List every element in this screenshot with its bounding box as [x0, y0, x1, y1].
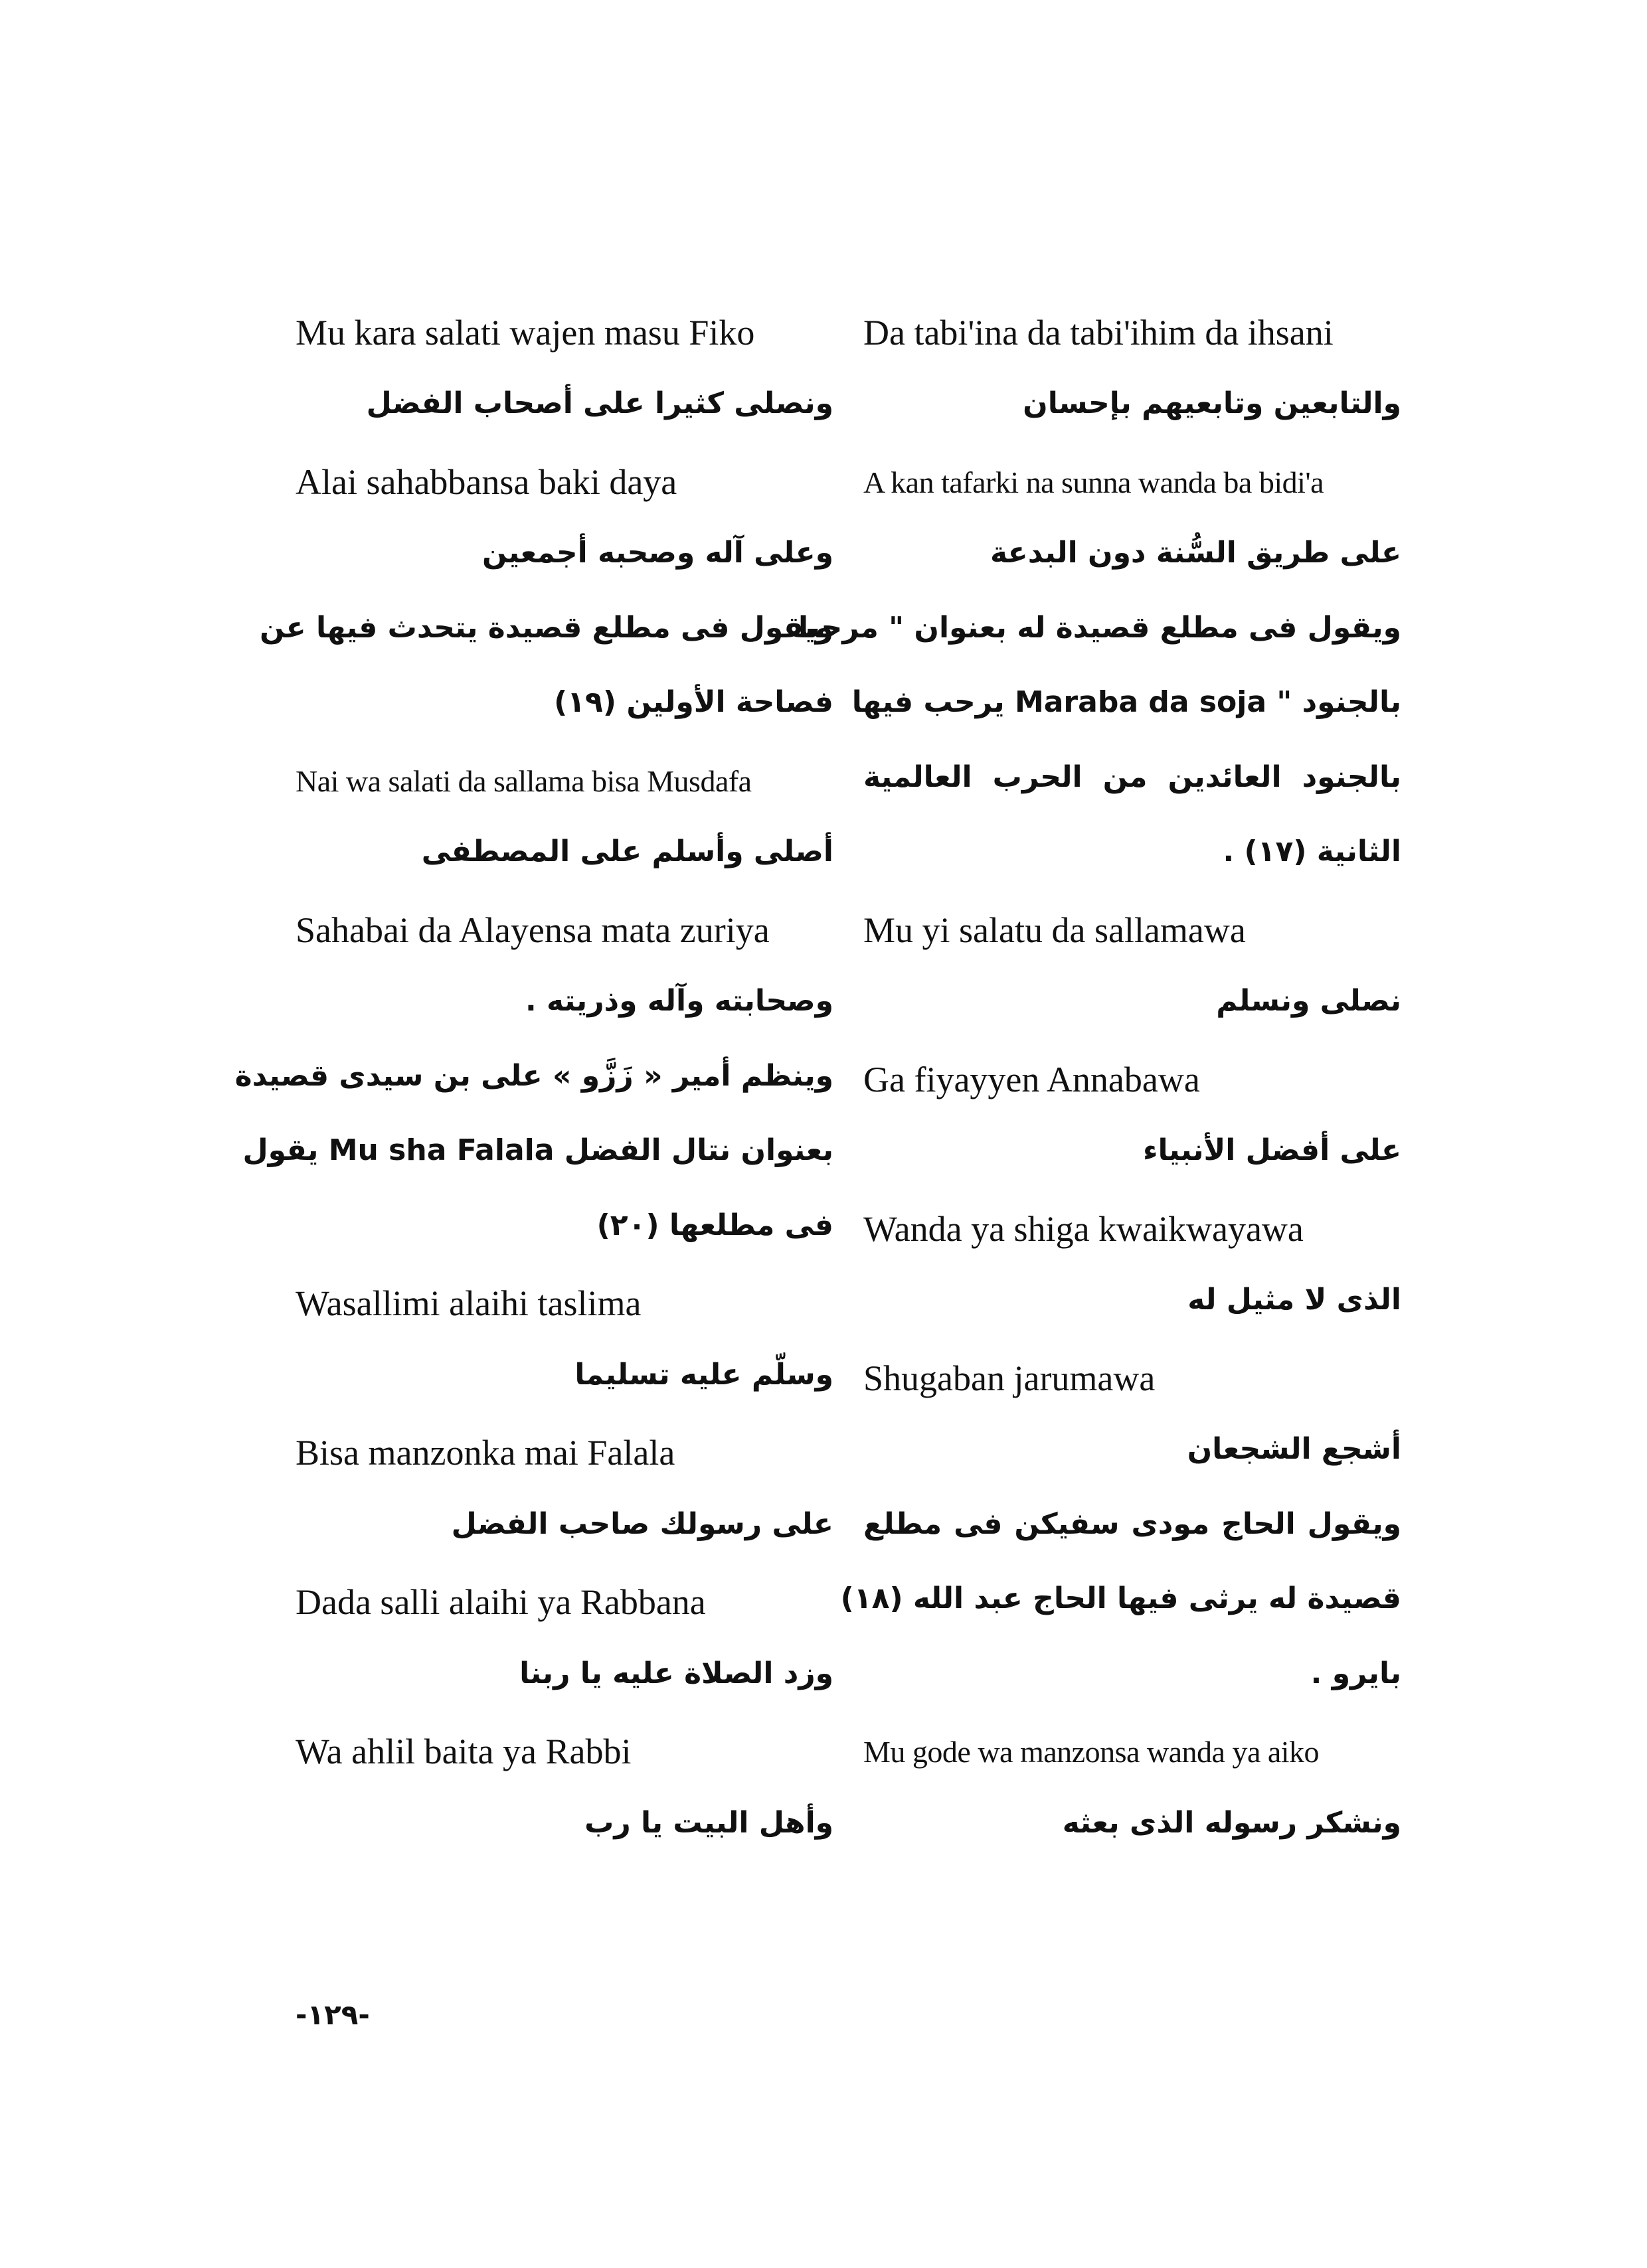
arabic-prose-line: ويقول فى مطلع قصيدة يتحدث فيها عن: [260, 611, 833, 645]
latin-verse-line: Ga fiyayyen Annabawa: [863, 1060, 1200, 1099]
arabic-prose-line: بالجنود " Maraba da soja يرحب فيها: [851, 685, 1401, 719]
arabic-prose-line: وينظم أمير « زَزَّو » على بن سيدى قصيدة: [234, 1059, 833, 1093]
arabic-prose-line: فى مطلعها (٢٠): [596, 1208, 833, 1242]
arabic-verse-line: الذى لا مثيل له: [1187, 1283, 1401, 1317]
page-number: -١٢٩-: [296, 1998, 370, 2031]
arabic-prose-line: ويقول فى مطلع قصيدة له بعنوان " مرحبا: [798, 611, 1401, 645]
latin-verse-line: Alai sahabbansa baki daya: [296, 462, 677, 502]
arabic-verse-line: والتابعين وتابعيهم بإحسان: [1023, 386, 1401, 420]
arabic-prose-line: بالجنود العائدين من الحرب العالمية: [863, 760, 1401, 794]
arabic-verse-line: وصحابته وآله وذريته .: [525, 984, 833, 1018]
arabic-prose-line: ويقول الحاج مودى سفيكن فى مطلع: [863, 1507, 1401, 1541]
arabic-verse-line: نصلى ونسلم: [1216, 984, 1401, 1018]
latin-verse-line: Mu kara salati wajen masu Fiko: [296, 313, 755, 353]
latin-verse-line: Wanda ya shiga kwaikwayawa: [863, 1209, 1304, 1249]
latin-verse-line: Da tabi'ina da tabi'ihim da ihsani: [863, 313, 1334, 353]
arabic-prose-line: بايرو .: [1310, 1657, 1401, 1690]
arabic-prose-line: فصاحة الأولين (١٩): [554, 685, 833, 719]
latin-verse-line: Wasallimi alaihi taslima: [296, 1283, 642, 1323]
arabic-verse-line: وسلّم عليه تسليما: [574, 1358, 833, 1392]
arabic-verse-line: على أفضل الأنبياء: [1143, 1133, 1401, 1167]
latin-verse-line: Dada salli alaihi ya Rabbana: [296, 1582, 706, 1622]
arabic-verse-line: على طريق السُّنة دون البدعة: [990, 536, 1401, 570]
arabic-verse-line: وعلى آله وصحبه أجمعين: [481, 536, 833, 570]
latin-verse-line: Mu gode wa manzonsa wanda ya aiko: [863, 1735, 1320, 1769]
arabic-verse-line: وأهل البيت يا رب: [584, 1806, 833, 1840]
arabic-verse-line: على رسولك صاحب الفضل: [451, 1507, 833, 1541]
latin-verse-line: Sahabai da Alayensa mata zuriya: [296, 910, 770, 950]
latin-verse-line: Shugaban jarumawa: [863, 1358, 1156, 1398]
arabic-prose-line: بعنوان نتال الفضل Mu sha Falala يقول: [242, 1133, 833, 1167]
arabic-verse-line: وزد الصلاة عليه يا ربنا: [519, 1657, 833, 1690]
arabic-verse-line: ونشكر رسوله الذى بعثه: [1062, 1806, 1401, 1840]
latin-verse-line: Wa ahlil baita ya Rabbi: [296, 1732, 632, 1771]
arabic-prose-line: قصيدة له يرثى فيها الحاج عبد الله (١٨): [840, 1581, 1401, 1615]
arabic-verse-line: أصلى وأسلم على المصطفى: [421, 835, 833, 868]
latin-verse-line: Nai wa salati da sallama bisa Musdafa: [296, 764, 752, 798]
arabic-verse-line: ونصلى كثيرا على أصحاب الفضل: [366, 386, 833, 420]
arabic-verse-line: أشجع الشجعان: [1187, 1432, 1401, 1466]
latin-verse-line: A kan tafarki na sunna wanda ba bidi'a: [863, 465, 1324, 499]
latin-verse-line: Mu yi salatu da sallamawa: [863, 910, 1246, 950]
arabic-prose-line: الثانية (١٧) .: [1223, 835, 1401, 868]
latin-verse-line: Bisa manzonka mai Falala: [296, 1433, 675, 1473]
